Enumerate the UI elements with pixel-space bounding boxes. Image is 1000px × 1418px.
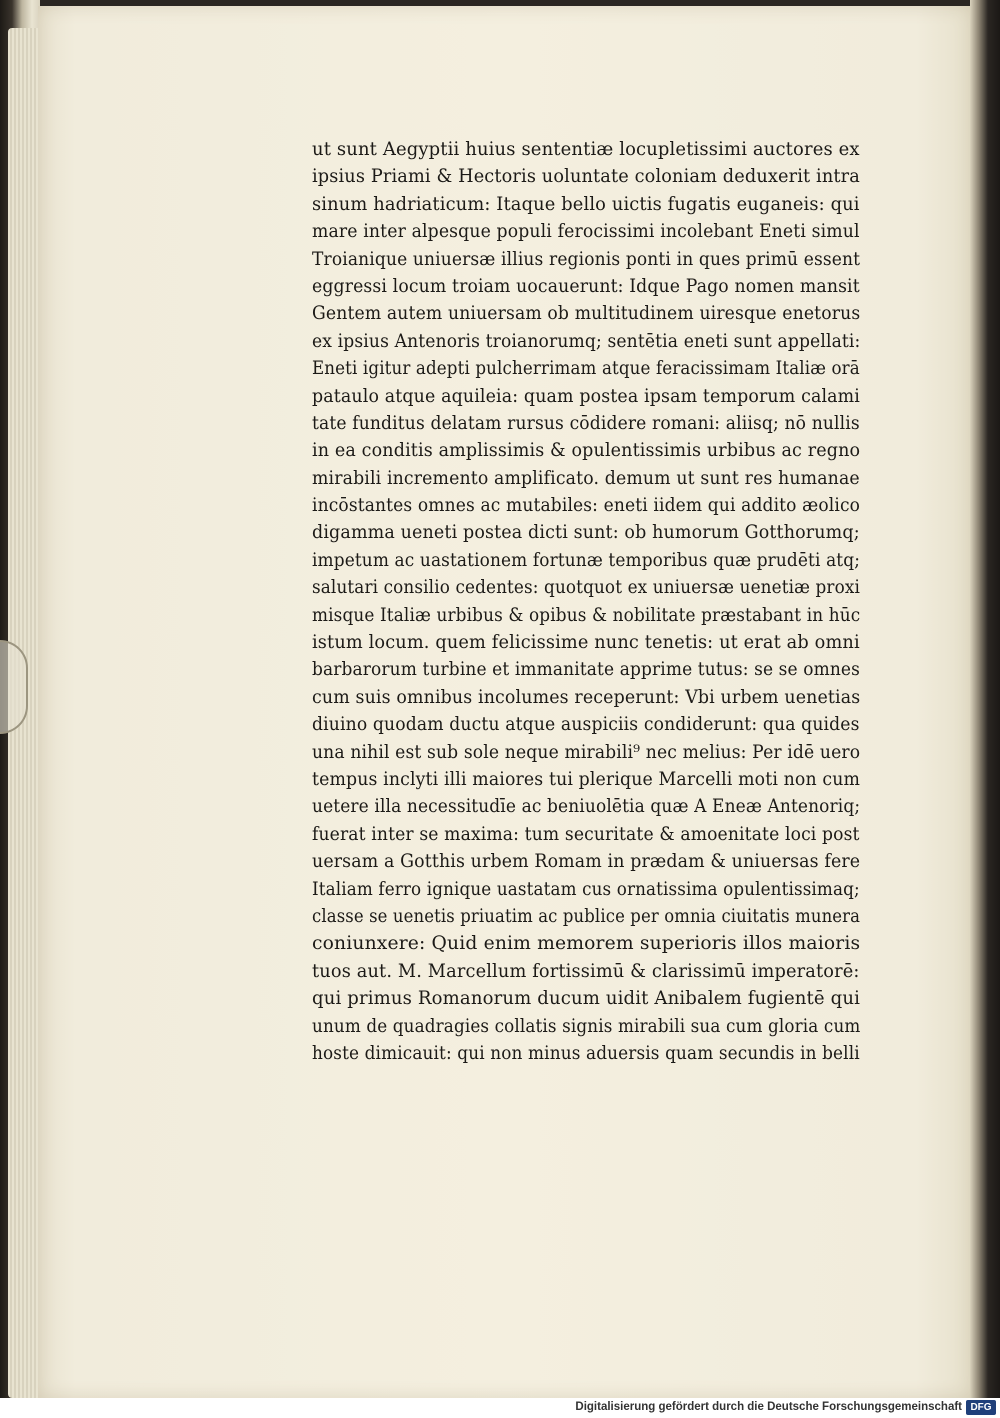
text-line: uersam a Gotthis urbem Romam in prædam & uniuersas fere <box>312 851 861 873</box>
text-line: tempus inclyti illi maiores tui plerique Marcelli moti non cum <box>312 768 861 790</box>
text-line: pataulo atque aquileia: quam postea ipsam temporum calami <box>312 385 861 407</box>
text-line: una nihil est sub sole neque mirabili⁹ nec melius: Per idē uero <box>312 741 861 763</box>
text-line: mirabili incremento amplificato. demum ut sunt res humanae <box>312 467 860 489</box>
text-line: ipsius Priami & Hectoris uoluntate coloniam deduxerit intra <box>312 166 860 188</box>
text-line: barbarorum turbine et immanitate apprime tutus: se se omnes <box>312 659 860 681</box>
text-line: Gentem autem uniuersam ob multitudinem uiresque enetorus <box>312 303 861 325</box>
text-line: qui primus Romanorum ducum uidit Anibalem fugientē qui <box>312 988 861 1010</box>
text-line: Troianique uniuersæ illius regionis ponti in ques primū essent <box>312 248 861 270</box>
text-line: eggressi locum troiam uocauerunt: Idque Pago nomen mansit <box>312 275 860 297</box>
text-line: Eneti igitur adepti pulcherrimam atque feracissimam Italiæ orā <box>312 358 860 380</box>
text-line: digamma ueneti postea dicti sunt: ob humorum Gotthorumq; <box>312 522 860 544</box>
text-line: hoste dimicauit: qui non minus aduersis quam secundis in belli <box>312 1042 860 1064</box>
text-line: tate funditus delatam rursus cōdidere romani: aliisq; nō nullis <box>312 412 860 434</box>
text-line: coniunxere: Quid enim memorem superioris illos maioris <box>312 933 861 955</box>
book-right-edge <box>970 0 1000 1398</box>
text-line: impetum ac uastationem fortunæ temporibus quæ prudēti atq; <box>312 549 861 571</box>
text-line: classe se uenetis priuatim ac publice per omnia ciuitatis munera <box>312 905 861 927</box>
text-line: mare inter alpesque populi ferocissimi incolebant Eneti simul <box>312 221 860 243</box>
text-line: fuerat inter se maxima: tum securitate & amoenitate loci post <box>312 823 860 845</box>
book-clasp <box>0 640 28 734</box>
text-line: in ea conditis amplissimis & opulentissimis urbibus ac regno <box>312 440 861 462</box>
funding-credit: Digitalisierung gefördert durch die Deutsche Forschungsgemeinschaft <box>575 1401 962 1413</box>
text-line: salutari consilio cedentes: quotquot ex uniuersæ uenetiæ proxi <box>312 577 860 599</box>
text-line: uetere illa necessitudīe ac beniuolētia quæ A Eneæ Antenoriq; <box>312 796 861 818</box>
text-line: ex ipsius Antenoris troianorumq; sentētia eneti sunt appellati: <box>312 330 861 352</box>
text-line: istum locum. quem felicissime nunc tenetis: ut erat ab omni <box>312 632 860 654</box>
text-line: sinum hadriaticum: Itaque bello uictis fugatis euganeis: qui <box>312 193 860 215</box>
text-line: incōstantes omnes ac mutabiles: eneti iidem qui addito æolico <box>312 495 861 517</box>
text-line: ut sunt Aegyptii huius sententiæ locupletissimi auctores ex <box>312 139 860 160</box>
text-line: Italiam ferro ignique uastatam cus ornatissima opulentissimaq; <box>312 878 860 900</box>
text-line: misque Italiæ urbibus & opibus & nobilitate præstabant in hūc <box>312 604 861 626</box>
dfg-logo: DFG <box>966 1400 996 1415</box>
page-body-text <box>312 136 860 1067</box>
text-line: diuino quodam ductu atque auspiciis condiderunt: qua quides <box>312 714 860 736</box>
text-line: tuos aut. M. Marcellum fortissimū & clarissimū imperatorē: <box>312 960 860 982</box>
text-line: unum de quadragies collatis signis mirabili sua cum gloria cum <box>312 1015 861 1037</box>
text-line: cum suis omnibus incolumes receperunt: Vbi urbem uenetias <box>312 686 861 708</box>
